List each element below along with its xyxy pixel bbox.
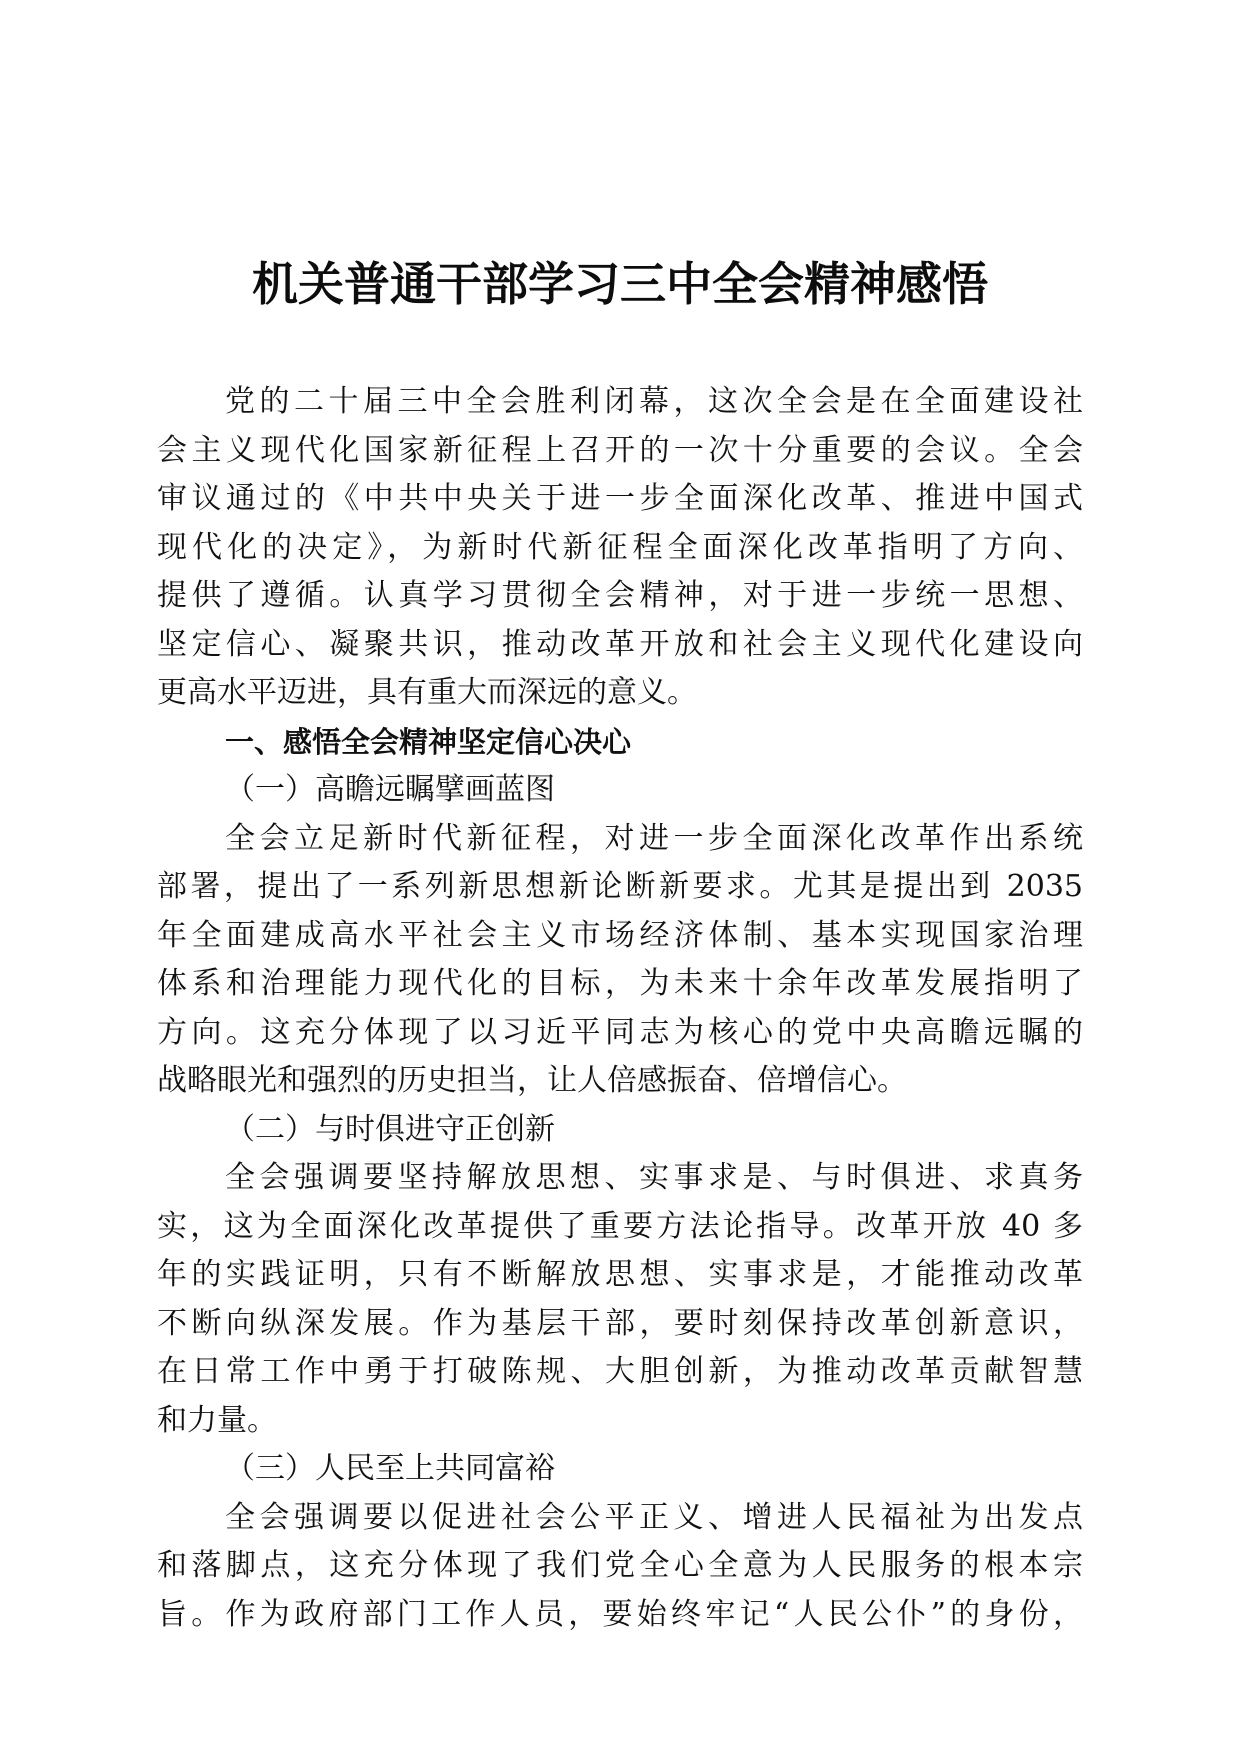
- paragraph-line: 坚定信心、凝聚共识，推动改革开放和社会主义现代化建设向: [157, 626, 1083, 662]
- paragraph-line: 体系和治理能力现代化的目标，为未来十余年改革发展指明了: [157, 966, 1083, 1001]
- paragraph-line: 和力量。: [157, 1402, 277, 1438]
- document-title: 机关普通干部学习三中全会精神感悟: [252, 257, 988, 311]
- paragraph-line: 全会立足新时代新征程，对进一步全面深化改革作出系统: [225, 820, 1083, 856]
- paragraph-line: 现代化的决定》，为新时代新征程全面深化改革指明了方向、: [157, 529, 1083, 565]
- paragraph-line: 年全面建成高水平社会主义市场经济体制、基本实现国家治理: [157, 917, 1083, 953]
- paragraph-line: 全会强调要坚持解放思想、实事求是、与时俱进、求真务: [225, 1160, 1083, 1195]
- subsection-heading: （二）与时俱进守正创新: [225, 1111, 555, 1147]
- subsection-heading: （一）高瞻远瞩擘画蓝图: [225, 772, 555, 807]
- paragraph-line: 提供了遵循。认真学习贯彻全会精神，对于进一步统一思想、: [157, 578, 1083, 613]
- paragraph-line: 全会强调要以促进社会公平正义、增进人民福祉为出发点: [225, 1499, 1083, 1535]
- paragraph-line: 旨。作为政府部门工作人员，要始终牢记“人民公仆”的身份，: [157, 1596, 1083, 1632]
- paragraph-line: 和落脚点，这充分体现了我们党全心全意为人民服务的根本宗: [157, 1548, 1083, 1583]
- paragraph-line: 战略眼光和强烈的历史担当，让人倍感振奋、倍增信心。: [157, 1063, 907, 1098]
- paragraph-line: 党的二十届三中全会胜利闭幕，这次全会是在全面建设社: [225, 384, 1083, 419]
- paragraph-line: 不断向纵深发展。作为基层干部，要时刻保持改革创新意识，: [157, 1305, 1083, 1341]
- paragraph-line: 实，这为全面深化改革提供了重要方法论指导。改革开放 40 多: [157, 1208, 1083, 1244]
- paragraph-line: 方向。这充分体现了以习近平同志为核心的党中央高瞻远瞩的: [157, 1014, 1083, 1050]
- section-heading: 一、感悟全会精神坚定信心决心: [225, 724, 632, 759]
- paragraph-line: 年的实践证明，只有不断解放思想、实事求是，才能推动改革: [157, 1257, 1083, 1292]
- paragraph-line: 在日常工作中勇于打破陈规、大胆创新，为推动改革贡献智慧: [157, 1354, 1083, 1389]
- document-body: [157, 378, 1083, 1639]
- subsection-heading: （三）人民至上共同富裕: [225, 1451, 555, 1486]
- paragraph-line: 更高水平迈进，具有重大而深远的意义。: [157, 675, 697, 710]
- paragraph-line: 审议通过的《中共中央关于进一步全面深化改革、推进中国式: [157, 481, 1083, 516]
- paragraph-line: 部署，提出了一系列新思想新论断新要求。尤其是提出到 2035: [157, 869, 1083, 904]
- paragraph-line: 会主义现代化国家新征程上召开的一次十分重要的会议。全会: [157, 432, 1083, 468]
